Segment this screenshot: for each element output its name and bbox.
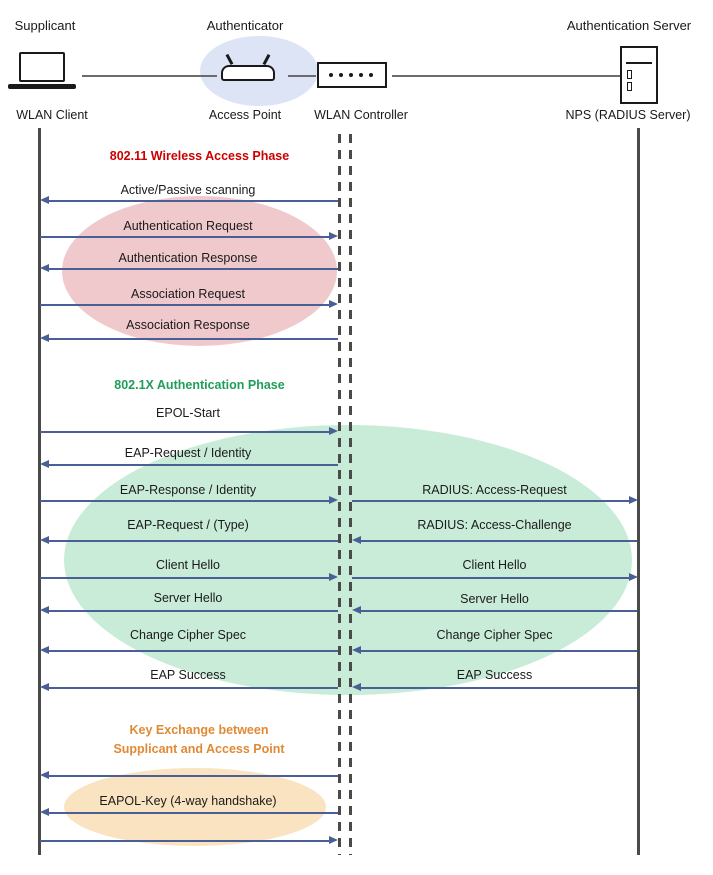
connector-controller-to-server xyxy=(392,75,620,77)
message-label-left-5: EPOL-Start xyxy=(156,406,220,420)
message-label-left-3: Association Request xyxy=(131,287,245,301)
node-label-nps-radius-server: NPS (RADIUS Server) xyxy=(565,108,691,122)
message-label-left-8: EAP-Request / (Type) xyxy=(127,518,249,532)
arrow-line-left-15 xyxy=(40,840,329,842)
arrow-line-left-1 xyxy=(40,236,329,238)
phase-title-wireless-access: 802.11 Wireless Access Phase xyxy=(109,149,290,163)
node-label-access-point: Access Point xyxy=(208,108,282,122)
arrow-head-right-3 xyxy=(352,606,361,614)
arrow-line-left-6 xyxy=(49,464,338,466)
lifeline-access-point xyxy=(338,134,341,855)
arrow-head-left-1 xyxy=(329,232,338,240)
arrow-head-right-4 xyxy=(352,646,361,654)
message-label-left-14: EAPOL-Key (4-way handshake) xyxy=(99,794,277,808)
arrow-head-left-5 xyxy=(329,427,338,435)
arrow-head-left-13 xyxy=(40,771,49,779)
message-label-right-3: Server Hello xyxy=(460,592,529,606)
arrow-head-right-0 xyxy=(629,496,638,504)
arrow-line-left-9 xyxy=(40,577,329,579)
arrow-head-left-15 xyxy=(329,836,338,844)
message-label-right-1: RADIUS: Access-Challenge xyxy=(417,518,572,532)
arrow-head-left-2 xyxy=(40,264,49,272)
column-title-authentication-server: Authentication Server xyxy=(566,18,692,33)
arrow-head-left-3 xyxy=(329,300,338,308)
message-label-left-7: EAP-Response / Identity xyxy=(119,483,257,497)
column-title-authenticator: Authenticator xyxy=(206,18,284,33)
arrow-head-left-4 xyxy=(40,334,49,342)
arrow-head-left-7 xyxy=(329,496,338,504)
arrow-line-right-2 xyxy=(352,577,629,579)
arrow-line-right-0 xyxy=(352,500,629,502)
laptop-icon xyxy=(8,52,76,89)
message-label-right-4: Change Cipher Spec xyxy=(436,628,553,642)
arrow-line-left-11 xyxy=(49,650,338,652)
arrow-line-left-0 xyxy=(49,200,338,202)
arrow-head-right-2 xyxy=(629,573,638,581)
server-icon xyxy=(620,46,658,104)
phase-title-key-exchange xyxy=(74,721,324,759)
arrow-line-right-5 xyxy=(361,687,637,689)
arrow-line-left-3 xyxy=(40,304,329,306)
arrow-line-left-7 xyxy=(40,500,329,502)
message-label-left-4: Association Response xyxy=(126,318,250,332)
arrow-line-right-1 xyxy=(361,540,637,542)
arrow-line-left-2 xyxy=(49,268,338,270)
message-label-left-10: Server Hello xyxy=(153,591,223,605)
arrow-line-left-4 xyxy=(49,338,338,340)
arrow-line-right-3 xyxy=(361,610,637,612)
phase-title-key-exchange-line2: Supplicant and Access Point xyxy=(113,742,285,756)
message-label-right-2: Client Hello xyxy=(462,558,527,572)
message-label-left-0: Active/Passive scanning xyxy=(120,183,256,197)
arrow-line-left-10 xyxy=(49,610,338,612)
message-label-left-1: Authentication Request xyxy=(123,219,253,233)
arrow-head-left-9 xyxy=(329,573,338,581)
arrow-head-left-11 xyxy=(40,646,49,654)
column-title-supplicant: Supplicant xyxy=(14,18,76,33)
node-label-wlan-controller: WLAN Controller xyxy=(314,108,408,122)
arrow-line-left-8 xyxy=(49,540,338,542)
arrow-head-left-14 xyxy=(40,808,49,816)
arrow-line-left-13 xyxy=(49,775,338,777)
arrow-line-left-5 xyxy=(40,431,329,433)
wlan-controller-icon xyxy=(317,62,387,88)
message-label-left-12: EAP Success xyxy=(150,668,226,682)
access-point-icon xyxy=(218,52,278,84)
phase-title-dot1x-authentication: 802.1X Authentication Phase xyxy=(114,378,285,392)
arrow-head-left-8 xyxy=(40,536,49,544)
message-label-right-5: EAP Success xyxy=(456,668,533,682)
arrow-head-right-1 xyxy=(352,536,361,544)
arrow-head-right-5 xyxy=(352,683,361,691)
arrow-head-left-6 xyxy=(40,460,49,468)
arrow-head-left-10 xyxy=(40,606,49,614)
arrow-line-left-12 xyxy=(49,687,338,689)
node-label-wlan-client: WLAN Client xyxy=(16,108,88,122)
connector-ap-to-controller xyxy=(288,75,316,77)
arrow-head-left-0 xyxy=(40,196,49,204)
message-label-left-2: Authentication Response xyxy=(118,251,258,265)
arrow-head-left-12 xyxy=(40,683,49,691)
phase-title-key-exchange-line1: Key Exchange between xyxy=(129,723,269,737)
message-label-left-9: Client Hello xyxy=(156,558,220,572)
arrow-line-left-14 xyxy=(49,812,338,814)
connector-client-to-ap xyxy=(82,75,217,77)
message-label-left-6: EAP-Request / Identity xyxy=(124,446,252,460)
message-label-right-0: RADIUS: Access-Request xyxy=(422,483,567,497)
message-label-left-11: Change Cipher Spec xyxy=(129,628,247,642)
arrow-line-right-4 xyxy=(361,650,637,652)
lifeline-authentication-server xyxy=(637,128,640,855)
